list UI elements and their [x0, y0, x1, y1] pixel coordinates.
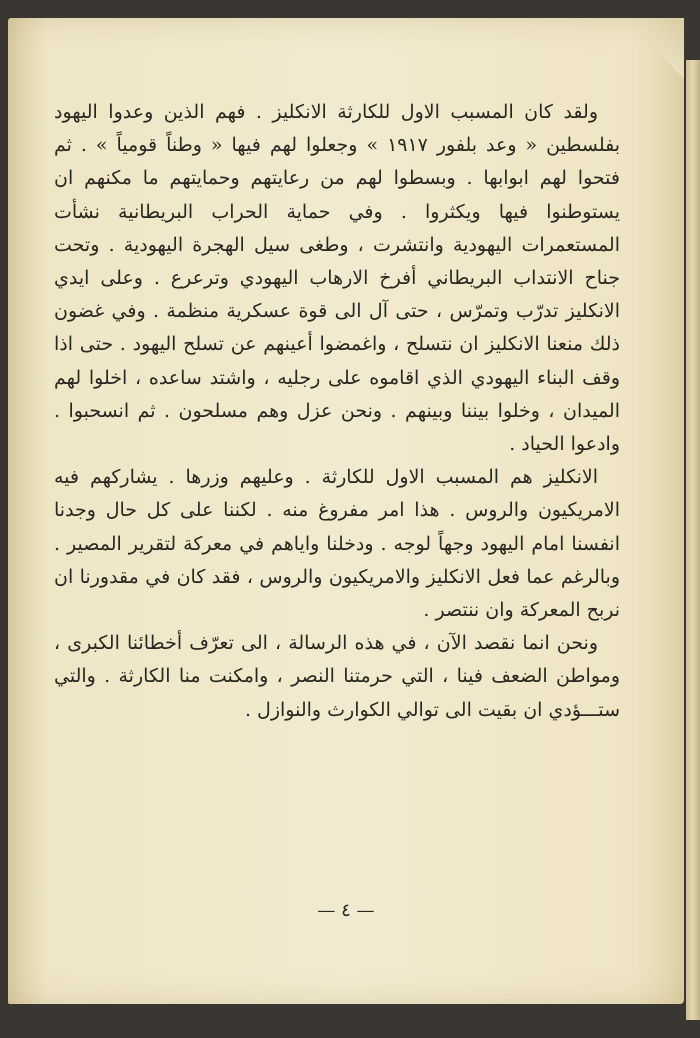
body-text	[54, 96, 620, 727]
book-edge	[686, 60, 700, 1020]
page-number: — ٤ —	[317, 900, 375, 921]
paragraph-2: الانكليز هم المسبب الاول للكارثة . وعليهم وزرها . يشاركهم فيه الامريكيون والروس . هذا امر مفروغ منه . لكننا على كل حال وجدنا انفسنا امام اليهود وجهاً لوجه . ودخلنا واياهم في معركة لتقرير المصير . وبالرغم عما فعل الانكليز والامريكيون والروس ، فقد كان في مقدورنا ان نربح المعركة وان ننتصر .	[54, 466, 620, 622]
paragraph-3: ونحن انما نقصد الآن ، في هذه الرسالة ، الى تعرّف أخطائنا الكبرى ، ومواطن الضعف فينا ، التي حرمتنا النصر ، وامكنت منا الكارثة . والتي ستـــؤدي ان بقيت الى توالي الكوارث والنوازل .	[54, 632, 620, 721]
page-corner-fold	[644, 18, 684, 78]
paragraph-1: ولقد كان المسبب الاول للكارثة الانكليز . فهم الذين وعدوا اليهود بفلسطين « وعد بلفور ١٩١٧ » وجعلوا لهم فيها « وطناً قومياً » . ثم فتحوا لهم ابوابها . وبسطوا لهم من رعايتهم وحمايتهم ما مكنهم ان يستوطنوا فيها ويكثروا . وفي حماية الحراب البريطانية نشأت المستعمرات اليهودية وانتشرت ، وطغى سيل الهجرة اليهودية . وتحت جناح الانتداب البريطاني أفرخ الارهاب اليهودي وترعرع . وعلى ايدي الانكليز تدرّب وتمرّس ، حتى آل الى قوة عسكرية منظمة . وفي غضون ذلك منعنا الانكليز ان نتسلح ، واغمضوا أعينهم عن تسلح اليهود . حتى اذا وقف البناء اليهودي الذي اقاموه على رجليه ، واشتد ساعده ، اخلوا لهم الميدان ، وخلوا بيننا وبينهم . ونحن عزل وهم مسلحون . ثم انسحبوا . وادعوا الحياد .	[54, 101, 621, 456]
page-sheet	[8, 18, 684, 1004]
